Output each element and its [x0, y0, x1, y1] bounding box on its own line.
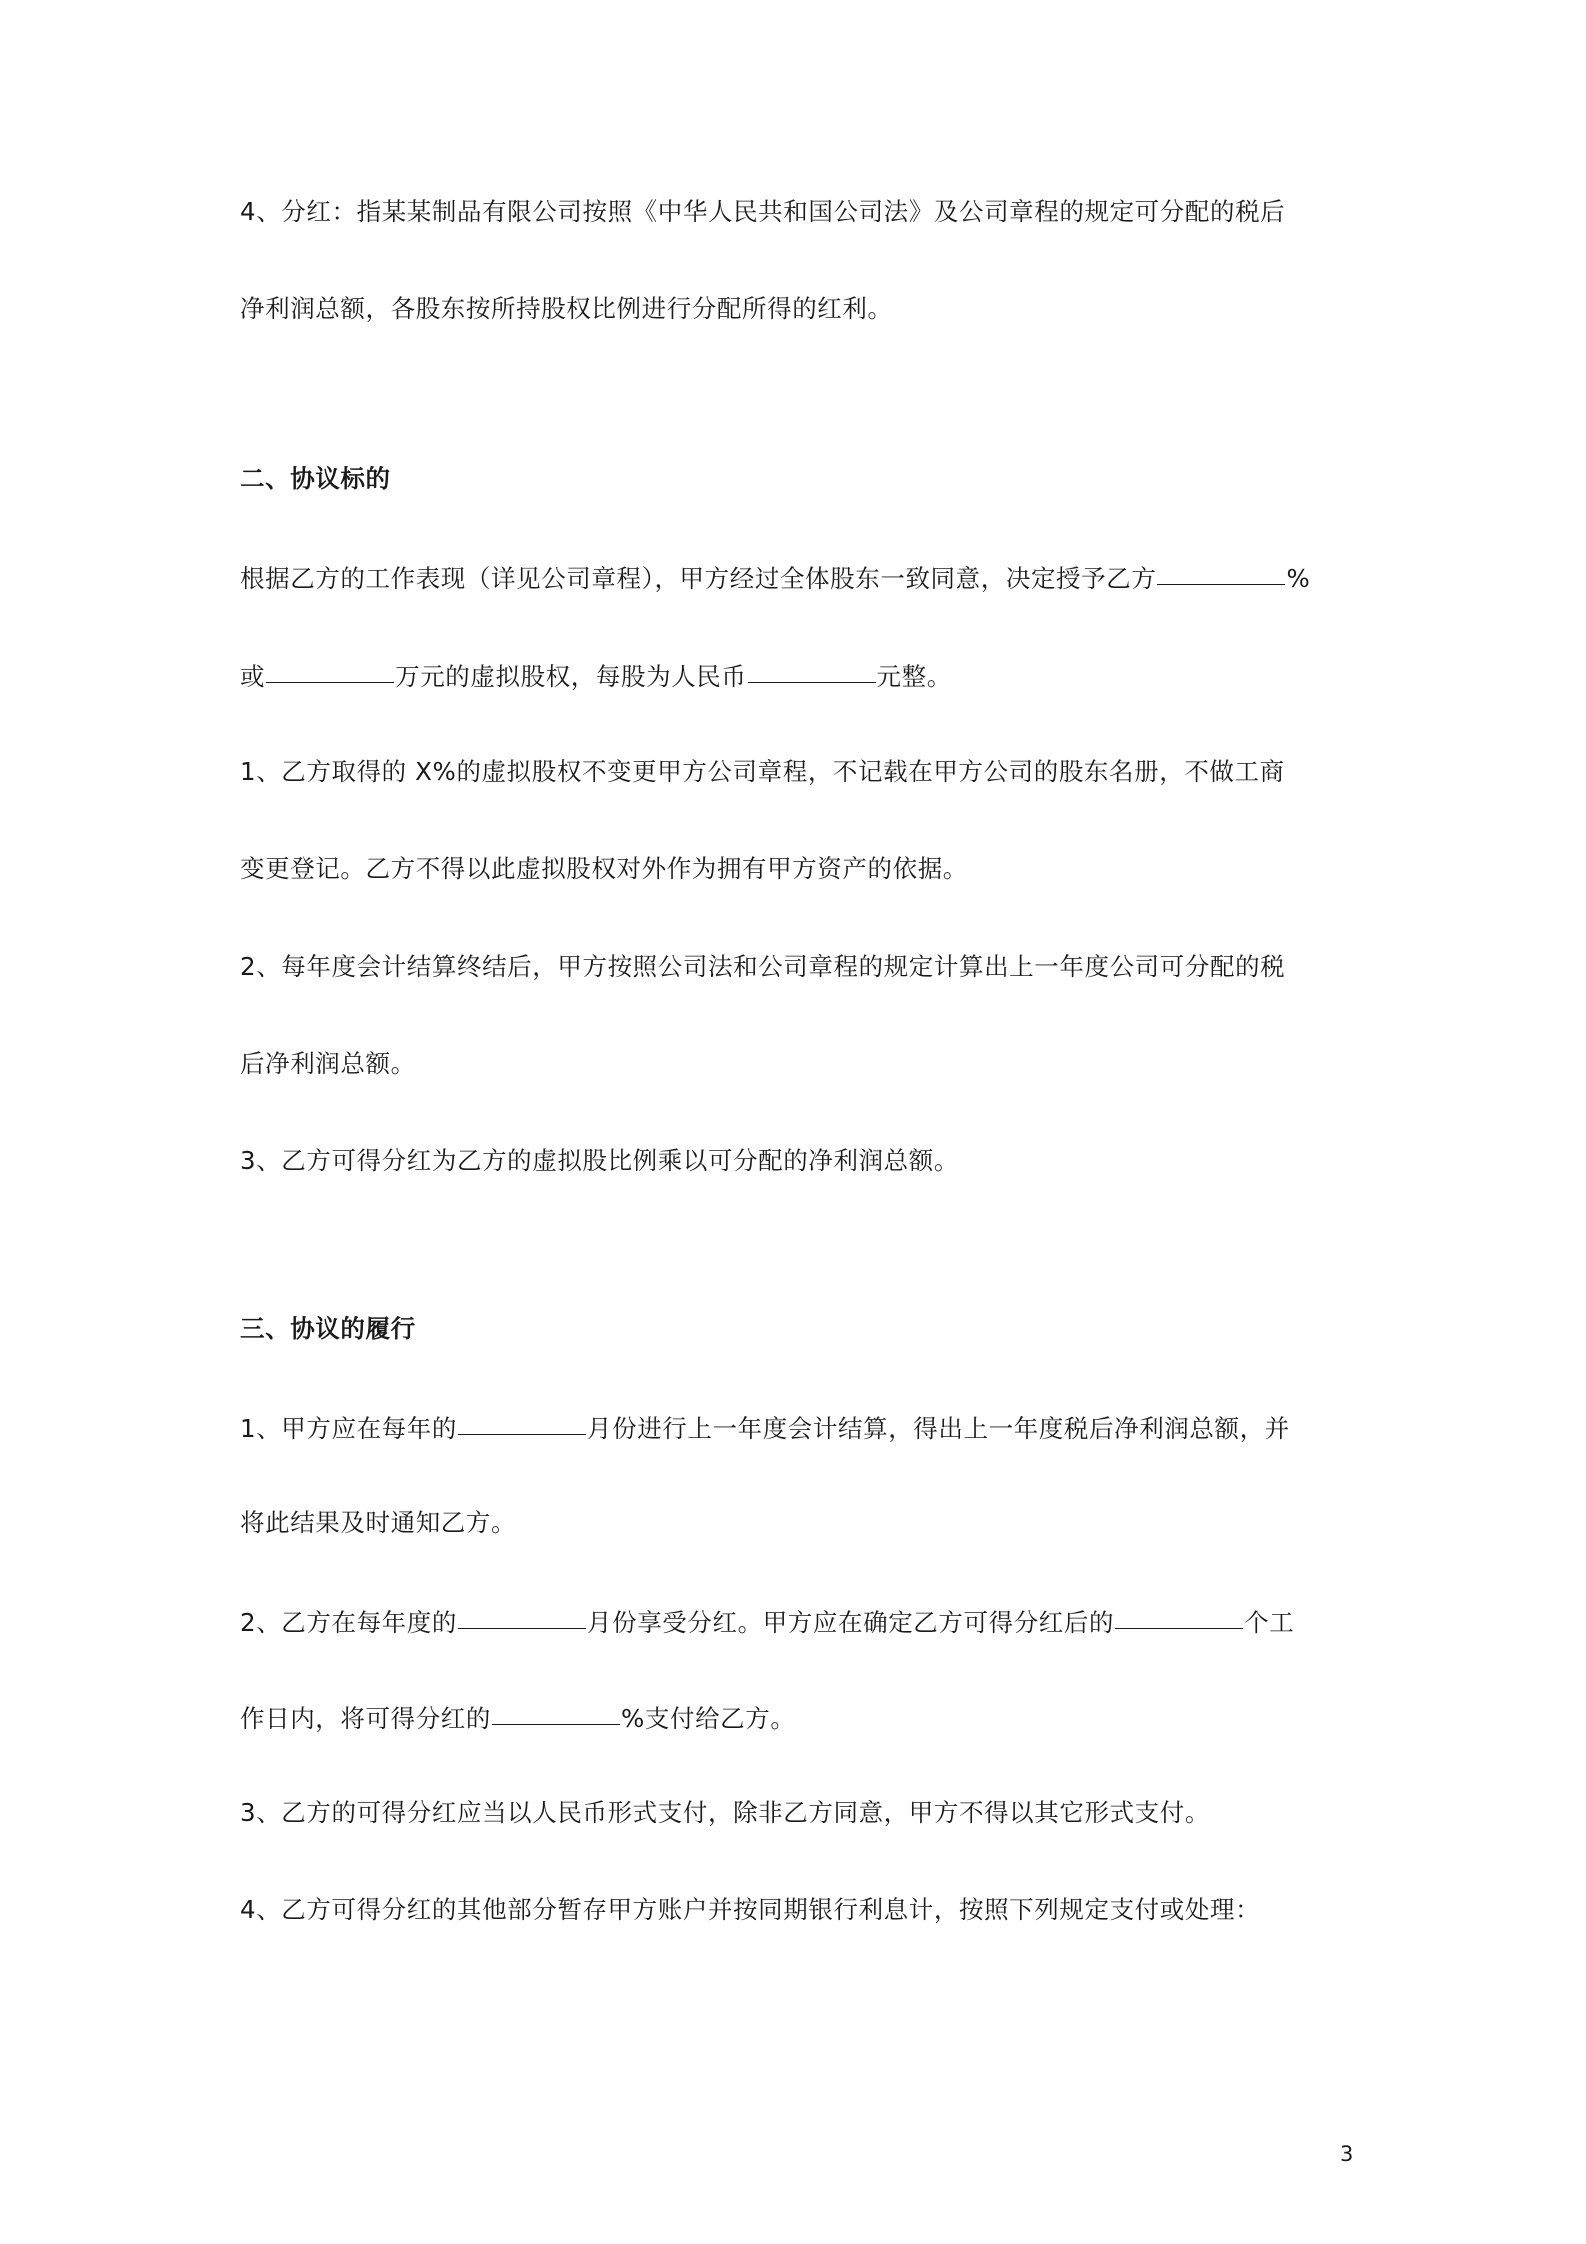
or-text: 或: [240, 662, 266, 691]
section3-item2-text-e: %支付给乙方。: [621, 1704, 796, 1733]
section3-item1-line2: 将此结果及时通知乙方。: [240, 1508, 517, 1537]
fill-blank-settlement-month[interactable]: [458, 1408, 586, 1435]
paragraph-line: [240, 292, 893, 326]
fill-blank-amount[interactable]: [266, 656, 394, 683]
paragraph-line: [240, 560, 1310, 596]
page-number: 3: [1340, 2142, 1354, 2166]
fill-blank-working-days[interactable]: [1115, 1602, 1243, 1629]
section3-item2-text-b: 月份享受分红。甲方应在确定乙方可得分红后的: [587, 1608, 1115, 1637]
section3-item4-line1: 4、乙方可得分红的其他部分暂存甲方账户并按同期银行利息计，按照下列规定支付或处理：: [240, 1895, 1261, 1924]
yuan-text: 元整。: [876, 662, 952, 691]
section3-item2-text-d: 作日内，将可得分红的: [240, 1704, 491, 1733]
paragraph-line: [240, 1144, 959, 1178]
paragraph-line: [240, 1700, 795, 1736]
definition-dividend-line1: 4、分红：指某某制品有限公司按照《中华人民共和国公司法》及公司章程的规定可分配的税后: [240, 197, 1286, 226]
fill-blank-percent[interactable]: [1157, 558, 1285, 585]
section3-item3-line1: 3、乙方的可得分红应当以人民币形式支付，除非乙方同意，甲方不得以其它形式支付。: [240, 1798, 1210, 1827]
section2-item2-line2: 后净利润总额。: [240, 1049, 416, 1078]
paragraph-line: [240, 1506, 516, 1540]
grant-intro-text: 根据乙方的工作表现（详见公司章程），甲方经过全体股东一致同意，决定授予乙方: [240, 564, 1157, 593]
fill-blank-dividend-month[interactable]: [458, 1602, 586, 1629]
paragraph-line: [240, 658, 952, 694]
paragraph-line: [240, 950, 1285, 984]
paragraph-line: [240, 755, 1285, 789]
percent-sign: %: [1286, 564, 1311, 593]
section2-item3-line1: 3、乙方可得分红为乙方的虚拟股比例乘以可分配的净利润总额。: [240, 1146, 959, 1175]
section2-item1-line1: 1、乙方取得的 X%的虚拟股权不变更甲方公司章程，不记载在甲方公司的股东名册，不做工商: [240, 757, 1285, 786]
section3-item2-text-a: 2、乙方在每年度的: [240, 1608, 457, 1637]
section3-heading: 三、协议的履行: [240, 1314, 416, 1343]
paragraph-line: [240, 1893, 1260, 1927]
paragraph-line: [240, 1604, 1294, 1640]
section3-item2-text-c: 个工: [1244, 1608, 1295, 1637]
section2-item2-line1: 2、每年度会计结算终结后，甲方按照公司法和公司章程的规定计算出上一年度公司可分配的税: [240, 952, 1286, 981]
section-heading: [240, 462, 391, 496]
definition-dividend-line2: 净利润总额，各股东按所持股权比例进行分配所得的红利。: [240, 294, 893, 323]
paragraph-line: [240, 852, 968, 886]
paragraph-line: [240, 1047, 416, 1081]
section2-item1-line2: 变更登记。乙方不得以此虚拟股权对外作为拥有甲方资产的依据。: [240, 854, 968, 883]
fill-blank-price-per-share[interactable]: [748, 656, 876, 683]
fill-blank-payout-percent[interactable]: [492, 1698, 620, 1725]
virtual-equity-text: 万元的虚拟股权，每股为人民币: [395, 662, 747, 691]
paragraph-line: [240, 195, 1285, 229]
paragraph-line: [240, 1410, 1290, 1446]
section2-heading: 二、协议标的: [240, 464, 391, 493]
paragraph-line: [240, 1796, 1210, 1830]
section-heading: [240, 1312, 416, 1346]
section3-item1-text-b: 月份进行上一年度会计结算，得出上一年度税后净利润总额，并: [587, 1414, 1290, 1443]
section3-item1-text-a: 1、甲方应在每年的: [240, 1414, 457, 1443]
